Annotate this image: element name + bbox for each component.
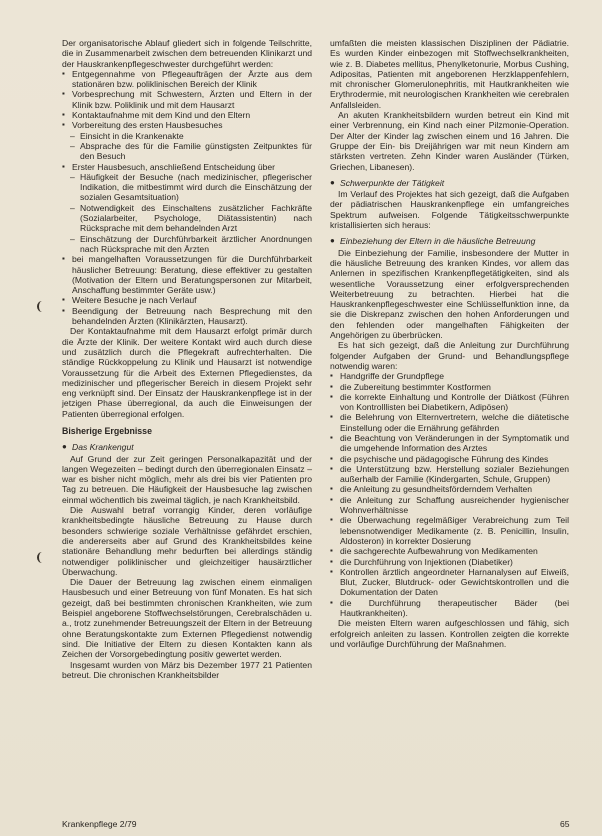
- sub-list-item: – Absprache des für die Familie günstigsten Zeitpunktes für den Besuch: [62, 141, 312, 162]
- right-column: [330, 38, 569, 649]
- body-paragraph: Auf Grund der zur Zeit geringen Personalkapazität und der langen Wegezeiten – bedingt durch den überregionalen Einsatz – war es bisher nicht möglich, mehr als drei bis vier Patienten pro Tag zu betreuen. Die Häufigkeit der Hausbesuche lag zwischen einmal wöchentlich bis zweimal täglich, je nach Krankheitsbild.: [62, 453, 312, 505]
- list-item: ▪ die Beachtung von Veränderungen in der Symptomatik und die umgehende Information des Arztes: [330, 433, 569, 454]
- body-paragraph: Die Auswahl betraf vorrangig Kinder, deren vorläufige krankheitsbedingte häusliche Betreuung zu Hause durch besonders schwierige soziale Verhältnisse gefährdet erschien, die andererseits aber auf Grund des Krankheitsbildes keine stationäre Behandlung mehr bedurften bei allerdings ständig notwendiger poliklinischer und gleichzeitiger hausärztlicher Überwachung.: [62, 505, 312, 577]
- list-item: ▪ Erster Hausbesuch, anschließend Entscheidung über: [62, 162, 312, 172]
- journal-footer: Krankenpflege 2/79: [62, 819, 137, 829]
- subheading: ● Einbeziehung der Eltern in die häusliche Betreuung: [330, 236, 569, 246]
- body-paragraph: Die meisten Eltern waren aufgeschlossen und fähig, sich erfolgreich anleiten zu lassen. Kontrollen zeigten die korrekte und vorläufige Durchführung der Maßnahmen.: [330, 618, 569, 649]
- hole-punch-mark: [37, 552, 47, 563]
- body-paragraph: Im Verlauf des Projektes hat sich gezeigt, daß die Aufgaben der pädiatrischen Hauskrankenpflege ein umfangreiches Spektrum aufweisen. Folgende Tätigkeitsschwerpunkte kristallisierten sich heraus:: [330, 189, 569, 231]
- list-item: ▪ Vorbesprechung mit Schwestern, Ärzten und Eltern in der Klinik bzw. Poliklinik und mit dem Hausarzt: [62, 89, 312, 110]
- body-paragraph: Die Dauer der Betreuung lag zwischen einem einmaligen Hausbesuch und einer Betreuung von fünf Monaten. Es hat sich gezeigt, daß bei bestimmten chronischen Krankheiten, wie zum Beispiel angeborene Stoffwechselstörungen, Cerebralschäden u. a., trotz zunehmender Betreuungszeit der Eltern in der Betreuung ohne Beratungskontakte zum Externen Pflegedienst notwendig sind. Die Initiative der Eltern zu diesen Kontakten kann als Zeichen der Vorsorgebedingtung positiv gewertet werden.: [62, 577, 312, 660]
- body-paragraph: An akuten Krankheitsbildern wurden betreut ein Kind mit einer Verbrennung, ein Kind nach einer Pilzmonie-Operation. Der Alter der Kinder lag zwischen einem und 16 Jahren. Die Gruppe der Ein- bis Dreijährigen war mit neun Kindern am stärksten vertreten. Zehn Kinder waren Ausländer (Türken, Griechen, Libanesen).: [330, 110, 569, 172]
- list-item: ▪ Weitere Besuche je nach Verlauf: [62, 295, 312, 305]
- list-item: ▪ Kontrollen ärztlich angeordneter Harnanalysen auf Eiweiß, Blut, Zucker, Blutdruck- oder Gewichtskontrollen und die Dokumentation der Daten: [330, 567, 569, 598]
- sub-list-item: – Einsicht in die Krankenakte: [62, 131, 312, 141]
- list-item: ▪ Handgriffe der Grundpflege: [330, 371, 569, 381]
- list-item: ▪ die Anleitung zu gesundheitsförderndem Verhalten: [330, 484, 569, 494]
- body-paragraph: Insgesamt wurden von März bis Dezember 1977 21 Patienten betreut. Die chronischen Krankheitsbilder: [62, 659, 312, 680]
- body-paragraph: umfaßten die meisten klassischen Disziplinen der Pädiatrie. Es wurden Kinder einbezogen mit Stoffwechselkrankheiten, wie z. B. Diabetes mellitus, Phenylketonurie, Morbus Cushing, Adipositas, Patienten mit angeborenen Herzklappenfehlern, mit chronischer Glomerulonephritis, mit Hautkrankheiten wie Erythrodermie, mit neurologischen Krankheiten wie cerebralen Anfallsleiden.: [330, 38, 569, 110]
- list-item: ▪ Kontaktaufnahme mit dem Kind und den Eltern: [62, 110, 312, 120]
- page-number: 65: [560, 819, 570, 829]
- intro-paragraph: Der organisatorische Ablauf gliedert sich in folgende Teilschritte, die in Zusammenarbeit zwischen dem betreuenden Klinikarzt und der Hauskrankenpflegeschwester durchgeführt werden:: [62, 38, 312, 69]
- list-item: ▪ die Überwachung regelmäßiger Verabreichung zum Teil lebensnotwendiger Medikamente (z. B. Penicillin, Insulin, Aldosteron) in korrekter Dosierung: [330, 515, 569, 546]
- sub-list-item: – Einschätzung der Durchführbarkeit ärztlicher Anordnungen nach Rücksprache mit den Ärzten: [62, 234, 312, 255]
- section-heading: Bisherige Ergebnisse: [62, 425, 152, 436]
- body-paragraph: Es hat sich gezeigt, daß die Anleitung zur Durchführung folgender Aufgaben der Grund- und Behandlungspflege notwendig waren:: [330, 340, 569, 371]
- list-item: ▪ bei mangelhaften Voraussetzungen für die Durchführbarkeit häuslicher Betreuung: Beratung, diese effektiver zu gestalten (Motivation der Eltern und Beratungspersonen zur Mitarbeit, Anschaffung bestimmter Geräte usw.): [62, 254, 312, 295]
- list-item: ▪ Entgegennahme von Pflegeaufträgen der Ärzte aus dem stationären bzw. poliklinischen Bereich der Klinik: [62, 69, 312, 90]
- list-item: ▪ die korrekte Einhaltung und Kontrolle der Diätkost (Führen von Kontrolllisten bei Diabetikern, Adipösen): [330, 392, 569, 413]
- list-item: ▪ Beendigung der Betreuung nach Besprechung mit den behandelnden Ärzten (Klinikärzten, Hausarzt).: [62, 306, 312, 327]
- hole-punch-mark: [37, 301, 47, 312]
- list-item: ▪ die Durchführung von Injektionen (Diabetiker): [330, 557, 569, 567]
- list-item: ▪ die Durchführung therapeutischer Bäder (bei Hautkrankheiten).: [330, 598, 569, 619]
- list-item: ▪ die Unterstützung bzw. Herstellung sozialer Beziehungen außerhalb der Familie (Kindergarten, Schule, Gruppen): [330, 464, 569, 485]
- workflow-list: [62, 69, 312, 326]
- task-list: [330, 371, 569, 618]
- left-column: [62, 38, 312, 680]
- list-item: ▪ die Zubereitung bestimmter Kostformen: [330, 382, 569, 392]
- subheading: ● Schwerpunkte der Tätigkeit: [330, 178, 569, 188]
- list-item: ▪ die sachgerechte Aufbewahrung von Medikamenten: [330, 546, 569, 556]
- contact-paragraph: Der Kontaktaufnahme mit dem Hausarzt erfolgt primär durch die Ärzte der Klinik. Der weitere Kontakt wird auch durch diese und zusätzlich durch die Pflegekraft aufrechterhalten. Die ständige Rückkoppelung zu Klinik und Hausarzt ist notwendige Voraussetzung für die Arbeit des Externen Pflegedienstes, da medizinischer und pflegerischer Bereich in diesem Projekt sehr eng verknüpft sind. Der Einsatz der Hauskrankenpflege ist in der jetzigen Phase überregional, da auch die Einweisungen der Patienten überregional erfolgen.: [62, 326, 312, 419]
- list-item: ▪ Vorbereitung des ersten Hausbesuches: [62, 120, 312, 130]
- list-item: ▪ die Belehrung von Elternvertretern, welche die diätetische Einstellung oder die Ernährung gefährden: [330, 412, 569, 433]
- subheading: ● Das Krankengut: [62, 442, 312, 452]
- list-item: ▪ die psychische und pädagogische Führung des Kindes: [330, 454, 569, 464]
- list-item: ▪ die Anleitung zur Schaffung ausreichender hygienischer Wohnverhältnisse: [330, 495, 569, 516]
- sub-list-item: – Notwendigkeit des Einschaltens zusätzlicher Fachkräfte (Sozialarbeiter, Psychologe, Diätassistentin) nach Rücksprache mit dem behandelnden Arzt: [62, 203, 312, 234]
- body-paragraph: Die Einbeziehung der Familie, insbesondere der Mutter in die häusliche Betreuung des kranken Kindes, vor allem das Anlernen in spezifischen Krankenpflegetätigkeiten, sind als wesentliche Voraussetzung einer erfolgversprechenden Weiterbetreuung zu betrachten. Hierbei hat die Hauskrankenpflegeschwester eine Schlüsselfunktion inne, da sie die Diskrepanz zwischen den hohen Anforderungen und den fehlenden oder mangelhaften Fähigkeiten der Angehörigen zu überbrücken.: [330, 247, 569, 341]
- sub-list-item: – Häufigkeit der Besuche (nach medizinischer, pflegerischer Indikation, die mitbestimmt wird durch die Einschätzung der sozialen Gesamtsituation): [62, 172, 312, 203]
